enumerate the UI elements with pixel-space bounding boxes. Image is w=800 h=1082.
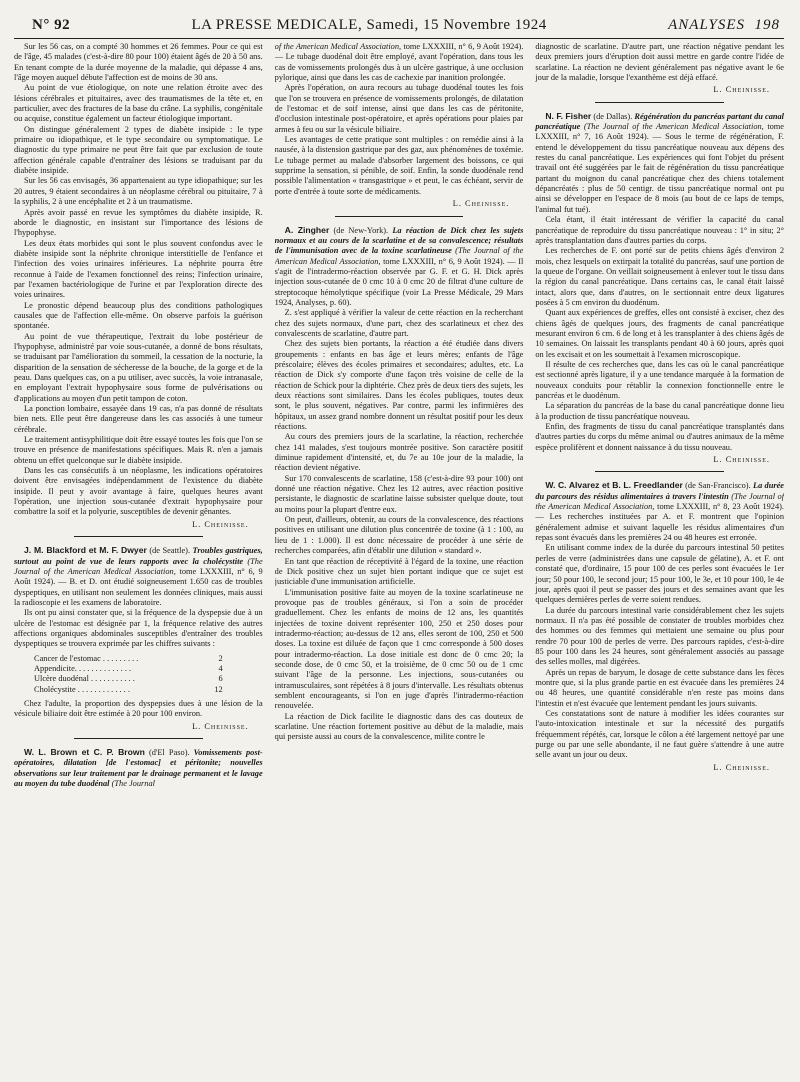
paragraph: Chez l'adulte, la proportion des dyspepsies dues à une lésion de la vésicule biliaire doit être estimée à 20 pour 100 environ. (14, 698, 263, 719)
issue-number: N° 92 (32, 17, 71, 33)
article-place: (de San-Francisco). (682, 481, 751, 491)
article-reference: tome LXXXIII, n° 6, 9 Août 1924). — Il s'agit de l'intradermo-réaction observée par G. F. et G. H. Dick après injection sous-cutanée de 0 cmc 10 à 0 cmc 20 de filtrat d'une culture de streptocoque hémolytique spécifique (voir La Presse Médicale, 29 Mars 1924, Analyses, p. 60). (274, 256, 524, 307)
paragraph: Sur les 56 cas, on a compté 30 hommes et 26 femmes. Pour ce qui est de l'âge, 45 malades (c'est-à-dire 80 pour 100) étaient âgés de 20 à 50 ans. En tenant compte de la durée moyenne de la maladie, qui dépasse 4 ans, l'âge moyen auquel débute l'affection est de moins de 30 ans. (14, 42, 263, 83)
author-signature: L. Cheinisse. (713, 85, 771, 95)
article-place: (d'El Paso). (144, 748, 190, 757)
paragraph: Après l'opération, on aura recours au tubage duodénal toutes les fois que l'on se trouvera en présence de vomissements prolongés, de dilatation de l'estomac et de soif intense, ainsi que dans les cas de péritonite, d'occlusion intestinale post-opératoire, et après opérations pour plaies par armes à feu ou sur la vésicule biliaire. (274, 83, 524, 134)
article-header (14, 545, 263, 608)
paragraph: Le traitement antisyphilitique doit être essayé toutes les fois que l'on se trouve en présence de manifestations spécifiques. Mais R. n'en a jamais obtenu un effet quelconque sur le diabète insipide. (14, 435, 263, 465)
paragraph: Au point de vue thérapeutique, l'extrait du lobe postérieur de l'hypophyse, administré par voie sous-cutanée, a donné de bons résultats, se traduisant par l'amélioration du sommeil, la cessation de la nocturie, la disparition de la sensation de sécheresse de la bouche, de la gorge et de la peau. Dans quelques cas, on a pu utiliser, avec succès, la voie intranasale, en employant l'extrait hypophysaire sous forme de pulvérisations ou d'applications au moyen d'un petit tampon de coton. (14, 331, 263, 403)
article-reference: tome LXXXIII, n° 6, 9 Août 1924). — B. et D. ont étudié soigneusement 1.650 cas de troubles dyspeptiques, en utilisant non seulement les données cliniques, mais aussi la radioscopie et les examens de laboratoire. (14, 566, 263, 607)
article-authors: W. L. Brown et C. P. Brown (24, 747, 145, 757)
paragraph: Au point de vue étiologique, on note une relation étroite avec des lésions cérébrales et pituitaires, avec des traumatismes de la tête et, en particulier, avec des fractures de la base du crâne. La syphilis, congénitale ou acquise, constitue également un facteur étiologique important. (14, 83, 263, 124)
paragraph: Enfin, des fragments de tissu du canal pancréatique transplantés dans d'autres parties du corps du même animal ou d'autres animaux de la même espèce prolifèrent et donnent naissance à du tissu nouveau. (535, 422, 785, 452)
column-1 (14, 42, 263, 1082)
paragraph: L'immunisation positive faite au moyen de la toxine scarlatineuse ne provoque pas de troubles généraux, si l'on a soin de procéder graduellement. Chez les enfants de moins de 12 ans, les quantités injectées de toxine doivent représenter 100, 250 et 250 doses pour intradermo-réaction; au-dessus de 12 ans, elles seront de 100, 250 et 500 doses. La toxine est diluée de façon que 1 cmc corresponde à 500 doses pour intradermo-réaction. La dose initiale est donc de 0 cmc 20; la seconde dose, de 0 cmc 50, et la troisième, de 0 cmc 50 ou de 1 cmc suivant l'âge de la personne. Les injections, sous-cutanées ou intramusculaires, sont répétées à 8 jours d'intervalle. Les résultats obtenus semblent encourageants, si l'on en juge d'après l'intradermo-réaction renouvelée. (274, 587, 524, 711)
article-place: (de Seattle). (146, 546, 191, 556)
author-signature: L. Cheinisse. (192, 721, 249, 731)
article-title: Troubles gastriques, surtout au point de vue de leurs rapports avec la cholécystite (14, 546, 263, 566)
article-reference: tome LXXXIII, n° 8, 23 Août 1924). — Les recherches instituées par A. et F. montrent que l'opinion généralement admise et suivant laquelle les résidus alimentaires d'un repas sont évacués dans les premières 24 ou 48 heures est erronée. (535, 502, 785, 543)
article-authors: J. M. Blackford et M. F. Dwyer (24, 545, 147, 556)
journal-name: (The Journal of the American Medical Association, (535, 491, 785, 512)
paragraph: On distingue généralement 2 types de diabète insipide : le type primaire ou idiopathique, et le type secondaire ou symptomatique. Le diagnostic du type primaire ne peut être fait que par exclusion de toute affection générale capable d'entraîner des lésions se traduisant par du diabète insipide. (14, 124, 263, 176)
paragraph: La réaction de Dick facilite le diagnostic dans des cas douteux de scarlatine. Une réaction fortement positive au début de la maladie, mais qui persiste aussi au cours de la convalescence, milite contre le (274, 711, 524, 742)
author-signature: L. Cheinisse. (713, 762, 771, 772)
column-2 (275, 42, 524, 1082)
article-columns (14, 39, 784, 1082)
section-divider (74, 536, 203, 537)
paragraph: Les deux états morbides qui sont le plus souvent confondus avec le diabète insipide sont la néphrite chronique interstitielle de l'enfance et l'infection des voies urinaires inférieures. La néphrite pourra être reconnue à l'aide de l'examen fonctionnel des reins; l'infection urinaire, par l'examen bactériologique de l'urine et par l'exploration directe des voies urinaires. (14, 238, 263, 300)
article-header (14, 747, 263, 789)
paragraph: En tant que réaction de réceptivité à l'égard de la toxine, une réaction de Dick positive chez un sujet bien portant indique que ce sujet est justiciable d'une immunisation artificielle. (274, 556, 524, 587)
paragraph: Quant aux expériences de greffes, elles ont consisté à exciser, chez des chiens âgés de quelques jours, des fragments de canal pancréatique mesurant environ 6 cm. 6 de long et à les transplanter à des chiens âgés de 10 semaines. On laissait les transplants pendant 40 à 60 jours, après quoi on les excisait et on les soumettait à l'examen microscopique. (535, 308, 785, 359)
article-title: Régénération du pancréas partant du canal pancréatique (535, 111, 785, 132)
article-place: (de New-York). (329, 225, 389, 235)
paragraph: diagnostic de scarlatine. D'autre part, une réaction négative pendant les deux premiers jours d'éruption doit aussi mettre en garde contre l'idée de scarlatine. La réaction ne devient généralement pas négative avant le 6e jour de la maladie, lorsque l'exanthème est déjà effacé. (535, 42, 785, 83)
page-header (14, 0, 784, 39)
section-divider (74, 738, 203, 739)
paragraph: Il résulte de ces recherches que, dans les cas où le canal pancréatique est sectionné après ligature, il y a une tendance marquée à la formation de nouveaux conduits pour rétablir la connexion fonctionnelle entre le pancréas et le duodénum. (535, 359, 785, 400)
journal-name: (The Journal of the American Medical Association, (14, 556, 263, 576)
paragraph: Le pronostic dépend beaucoup plus des conditions pathologiques causales que de l'affection elle-même. On observe parfois la guérison spontanée. (14, 300, 263, 331)
paragraph: of the American Medical Association, tome LXXXIII, n° 6, 9 Août 1924). — Le tubage duodénal doit être employé, avant l'opération, dans tous les cas de vomissements prolongés dus à un ulcère gastrique, à une occlusion pylorique, ainsi que dans les cas de cachexie par inanition prolongée. (274, 42, 524, 83)
journal-name: (The Journal of the American Medical Association, (580, 122, 764, 132)
article-title: Vomissements post-opératoires, dilatation [de l'estomac] et péritonite; nouvelles observations sur leur traitement par le drainage permanent et le lavage au moyen du tube duodénal (14, 748, 263, 789)
paragraph: La séparation du pancréas de la base du canal pancréatique donne lieu à la production de tissu pancréatique nouveau. (535, 401, 785, 421)
paragraph: La durée du parcours intestinal varie considérablement chez les sujets normaux. Il n'a pas été possible de constater de troubles morbides chez des hommes ou des femmes qui mettaient une semaine ou plus pour rendre 70 pour 100 de perles de verre. Des parcours rapides, c'est-à-dire 85 pour 100 dans les 24 heures, sont généralement associés au passage des selles molles, mal digérées. (535, 605, 785, 667)
article-header (275, 225, 524, 309)
paragraph: Z. s'est appliqué à vérifier la valeur de cette réaction en la recherchant chez des sujets normaux, d'une part, chez des scarlatineux et chez des convalescents de scarlatine, d'autre part. (274, 308, 524, 338)
paragraph: Sur 170 convalescents de scarlatine, 158 (c'est-à-dire 93 pour 100) ont donné une réaction négative. Chez les 12 autres, avec réaction positive persistante, le diagnostic de scarlatine laisse subsister quelque doute, tout au moins pour la plupart d'entre eux. (274, 473, 524, 514)
article-authors: A. Zingher (284, 224, 330, 235)
article-place: (de Dallas). (591, 111, 633, 121)
paragraph: Chez des sujets bien portants, la réaction a été étudiée dans divers groupements : enfants en bas âge et leurs mères; enfants de l'âge préscolaire; élèves des écoles primaires et secondaires; adultes, etc. La réaction de Dick s'y comporte d'une façon très voisine de celle de la réaction de Schick pour la diphtérie. Chez près de deux tiers des sujets, les deux réactions sont similaires. Dans les écoles publiques, toutes deux sont, le plus souvent, négatives. Par contre, parmi les infirmières des hôpitaux, un assez grand nombre donnent un résultat positif pour les deux réactions. (274, 339, 524, 432)
paragraph: Après un repas de baryum, le dosage de cette substance dans les fèces montre que, si la plus grande partie en est évacuée dans les premières 24 ou 48 heures, une quantité considérable n'en reste pas moins dans l'intestin et n'est évacuée que lentement pendant les jours suivants. (535, 667, 785, 708)
section-divider (595, 102, 724, 103)
table-row: Cancer de l'estomac . . . . . . . . . 2 (34, 653, 223, 663)
paragraph: Après avoir passé en revue les symptômes du diabète insipide, R. aborde le diagnostic, en insistant sur l'importance des lésions de l'hypophyse. (14, 207, 263, 238)
journal-name: (The Journal (109, 779, 155, 789)
column-3 (535, 42, 784, 1082)
section-divider (595, 471, 724, 472)
article-title: La durée du parcours des résidus alimentaires à travers l'intestin (535, 481, 785, 501)
paragraph: On peut, d'ailleurs, obtenir, au cours de la convalescence, des réactions positives en utilisant une dilution plus concentrée de toxine (à 1 : 100, au lieu de 1 : 1.000). Il est donc nécessaire de procéder à une série de recherches comparées, afin d'établir une dilution « standard ». (274, 515, 524, 556)
article-title: La réaction de Dick chez les sujets normaux et au cours de la scarlatine et de sa convalescence; résultats de l'immunisation avec de la toxine scarlatineuse (274, 225, 524, 256)
article-authors: W. C. Alvarez et B. L. Freedlander (545, 480, 683, 491)
page-number: 198 (754, 17, 780, 33)
table-row: Appendicite. . . . . . . . . . . . . . 4 (34, 663, 223, 673)
article-authors: N. F. Fisher (545, 110, 592, 121)
paragraph: Ils ont pu ainsi constater que, si la fréquence de la dyspepsie due à un ulcère de l'estomac est désignée par 1, la fréquence relative des autres affections organiques abdominales susceptibles d'entraîner des troubles dyspeptiques se trouvera exprimée par les chiffres suivants : (14, 608, 263, 649)
section-label: ANALYSES 198 (668, 17, 780, 33)
journal-title: LA PRESSE MEDICALE, Samedi, 15 Novembre 1924 (191, 17, 547, 33)
author-signature: L. Cheinisse. (452, 199, 510, 209)
paragraph: Cela étant, il était intéressant de vérifier la capacité du canal pancréatique de reproduire du tissu pancréatique nouveau : 1° in situ; 2° après transplantation dans d'autres parties du corps. (535, 215, 785, 245)
paragraph: Les avantages de cette pratique sont multiples : on remédie ainsi à la nausée, à la distension gastrique par des gaz, aux phénomènes de toxémie. Le tubage permet au malade d'absorber largement des boissons, ce qui supprime la sensation, si pénible, de soif. Enfin, la sonde duodénale rend possible l'alimentation « transgastrique » et peut, le cas échéant, servir de porte d'entrée à toute sorte de médicaments. (274, 135, 524, 196)
paragraph: En utilisant comme index de la durée du parcours intestinal 50 petites perles de verre (administrées dans une capsule de gélatine), A. et F. ont constaté que, d'ordinaire, 15 pour 100 de ces perles sont évacuées le 1er jour; 50 pour 100, le second jour; 15 pour 100, le 3e, et 10 pour 100, le 4e jour, après quoi il peut se passer des jours et des semaines avant que les quelques dernières perles de verre soient rendues. (535, 543, 785, 605)
author-signature: L. Cheinisse. (192, 519, 249, 529)
author-signature: L. Cheinisse. (713, 455, 771, 465)
table-row: Ulcère duodénal . . . . . . . . . . . 6 (34, 674, 223, 684)
paragraph: Les recherches de F. ont porté sur de petits chiens âgés d'environ 2 mois, chez lesquels on extirpait la totalité du pancréas, sauf une portion de la queue de l'organe. On veillait soigneusement à enlever tout le tissu dans la région du canal pancréatique. Dans certains cas, le canal était laissé intact, alors que, dans d'autres, on le sectionnait entre deux ligatures posées à 5 cm environ du duodénum. (535, 246, 785, 307)
paragraph: Dans les cas consécutifs à un néoplasme, les indications opératoires doivent être envisagées indépendamment de l'existence du diabète insipide. Il peut y avoir avantage à faire, quelques heures avant l'opération, une injection sous-cutanée d'extrait hypophysaire pour combattre la soif et la polyurie, susceptibles de devenir gênantes. (14, 466, 263, 517)
section-divider (335, 216, 464, 217)
paragraph: La ponction lombaire, essayée dans 19 cas, n'a pas donné de résultats bien nets. Elle peut être dangereuse dans les cas associés à une tumeur cérébrale. (14, 404, 263, 434)
article-header (535, 480, 784, 543)
article-reference: tome LXXXIII, n° 7, 16 Août 1924). — Sous le terme de régénération, F. entend le développement du tissu pancréatique nouveau aux dépens des restes du canal pancréatique. Les expériences qui font l'objet du présent travail ont été suggérées par le fait de régénération du tissu pancréatique partant du moignon du canal pancréatique chez des chiens totalement dépancréatés : plus de 50 centigr. de tissu pancréatique normal ont pu ainsi se développer en l'espace de 8 mois (au bout de ce laps de temps, l'animal fut tué). (535, 122, 785, 214)
table-row: Cholécystite . . . . . . . . . . . . . 12 (34, 684, 223, 694)
paragraph: Sur les 56 cas envisagés, 36 appartenaient au type idiopathique; sur les 20 autres, 9 étaient secondaires à un néoplasme cérébral ou pituitaire, 7 à la syphilis, 2 à une encéphalite et 2 à un traumatisme. (14, 176, 263, 207)
paragraph: Ces constatations sont de nature à modifier les idées courantes sur l'auto-intoxication intestinale et sur la nécessité des purgatifs fréquemment répétés, car, lorsque le côlon a été largement nettoyé par une purge ou par une selle abondante, il ne faut guère s'attendre à une autre selle avant un jour ou deux. (535, 708, 785, 760)
journal-name: (The Journal of the American Medical Association, (274, 246, 524, 266)
frequency-table (34, 654, 263, 695)
paragraph: Au cours des premiers jours de la scarlatine, la réaction, recherchée chez 141 malades, s'est toujours montrée positive. Son caractère positif diminue rapidement d'intensité, et, du 7e au 10e jour de la maladie, la réaction devient négative. (274, 432, 524, 473)
article-header (535, 111, 784, 215)
